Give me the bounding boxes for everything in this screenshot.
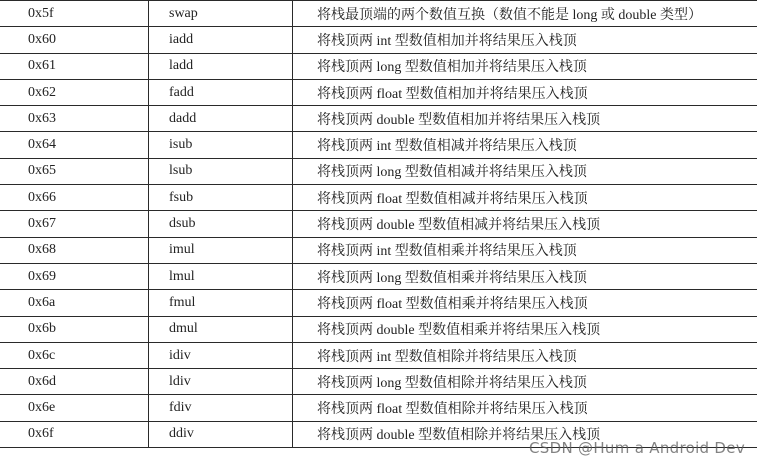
description-cell: 将栈顶两 long 型数值相除并将结果压入栈顶 xyxy=(293,369,757,395)
table-row xyxy=(0,53,757,79)
opcode-cell: 0x65 xyxy=(0,158,149,184)
table-row xyxy=(0,237,757,263)
mnemonic-cell: iadd xyxy=(149,27,293,53)
table-row xyxy=(0,27,757,53)
table-row xyxy=(0,395,757,421)
description-cell: 将栈顶两 int 型数值相除并将结果压入栈顶 xyxy=(293,342,757,368)
csdn-watermark: CSDN @Hum a Android Dev xyxy=(529,439,745,457)
mnemonic-cell: ladd xyxy=(149,53,293,79)
table-row xyxy=(0,106,757,132)
opcode-cell: 0x5f xyxy=(0,1,149,27)
opcode-cell: 0x66 xyxy=(0,185,149,211)
description-cell: 将栈顶两 long 型数值相减并将结果压入栈顶 xyxy=(293,158,757,184)
description-cell: 将栈顶两 float 型数值相加并将结果压入栈顶 xyxy=(293,79,757,105)
opcode-cell: 0x68 xyxy=(0,237,149,263)
description-cell: 将栈顶两 float 型数值相减并将结果压入栈顶 xyxy=(293,185,757,211)
description-cell: 将栈顶两 long 型数值相加并将结果压入栈顶 xyxy=(293,53,757,79)
opcode-table-body xyxy=(0,1,757,448)
opcode-cell: 0x67 xyxy=(0,211,149,237)
opcode-cell: 0x64 xyxy=(0,132,149,158)
mnemonic-cell: lsub xyxy=(149,158,293,184)
table-row xyxy=(0,342,757,368)
mnemonic-cell: dmul xyxy=(149,316,293,342)
mnemonic-cell: idiv xyxy=(149,342,293,368)
mnemonic-cell: ddiv xyxy=(149,421,293,447)
opcode-cell: 0x62 xyxy=(0,79,149,105)
table-row xyxy=(0,263,757,289)
description-cell: 将栈顶两 int 型数值相减并将结果压入栈顶 xyxy=(293,132,757,158)
table-row xyxy=(0,369,757,395)
mnemonic-cell: lmul xyxy=(149,263,293,289)
mnemonic-cell: isub xyxy=(149,132,293,158)
opcode-cell: 0x69 xyxy=(0,263,149,289)
opcode-cell: 0x6e xyxy=(0,395,149,421)
description-cell: 将栈顶两 double 型数值相减并将结果压入栈顶 xyxy=(293,211,757,237)
description-cell: 将栈顶两 long 型数值相乘并将结果压入栈顶 xyxy=(293,263,757,289)
description-cell: 将栈顶两 double 型数值相加并将结果压入栈顶 xyxy=(293,106,757,132)
opcode-cell: 0x61 xyxy=(0,53,149,79)
opcode-cell: 0x6b xyxy=(0,316,149,342)
description-cell: 将栈顶两 double 型数值相乘并将结果压入栈顶 xyxy=(293,316,757,342)
mnemonic-cell: imul xyxy=(149,237,293,263)
table-row xyxy=(0,211,757,237)
table-row xyxy=(0,1,757,27)
mnemonic-cell: dsub xyxy=(149,211,293,237)
description-cell: 将栈顶两 float 型数值相除并将结果压入栈顶 xyxy=(293,395,757,421)
mnemonic-cell: ldiv xyxy=(149,369,293,395)
opcode-cell: 0x63 xyxy=(0,106,149,132)
opcode-cell: 0x6f xyxy=(0,421,149,447)
description-cell: 将栈顶两 float 型数值相乘并将结果压入栈顶 xyxy=(293,290,757,316)
mnemonic-cell: fadd xyxy=(149,79,293,105)
description-cell: 将栈最顶端的两个数值互换（数值不能是 long 或 double 类型） xyxy=(293,1,757,27)
description-cell: 将栈顶两 double 型数值相除并将结果压入栈顶 xyxy=(293,421,757,447)
opcode-cell: 0x60 xyxy=(0,27,149,53)
opcode-cell: 0x6a xyxy=(0,290,149,316)
table-row xyxy=(0,79,757,105)
mnemonic-cell: swap xyxy=(149,1,293,27)
table-row xyxy=(0,290,757,316)
table-row xyxy=(0,132,757,158)
mnemonic-cell: fmul xyxy=(149,290,293,316)
table-row xyxy=(0,316,757,342)
description-cell: 将栈顶两 int 型数值相加并将结果压入栈顶 xyxy=(293,27,757,53)
opcode-cell: 0x6d xyxy=(0,369,149,395)
mnemonic-cell: fdiv xyxy=(149,395,293,421)
table-row xyxy=(0,158,757,184)
opcode-cell: 0x6c xyxy=(0,342,149,368)
mnemonic-cell: dadd xyxy=(149,106,293,132)
table-row xyxy=(0,185,757,211)
mnemonic-cell: fsub xyxy=(149,185,293,211)
description-cell: 将栈顶两 int 型数值相乘并将结果压入栈顶 xyxy=(293,237,757,263)
